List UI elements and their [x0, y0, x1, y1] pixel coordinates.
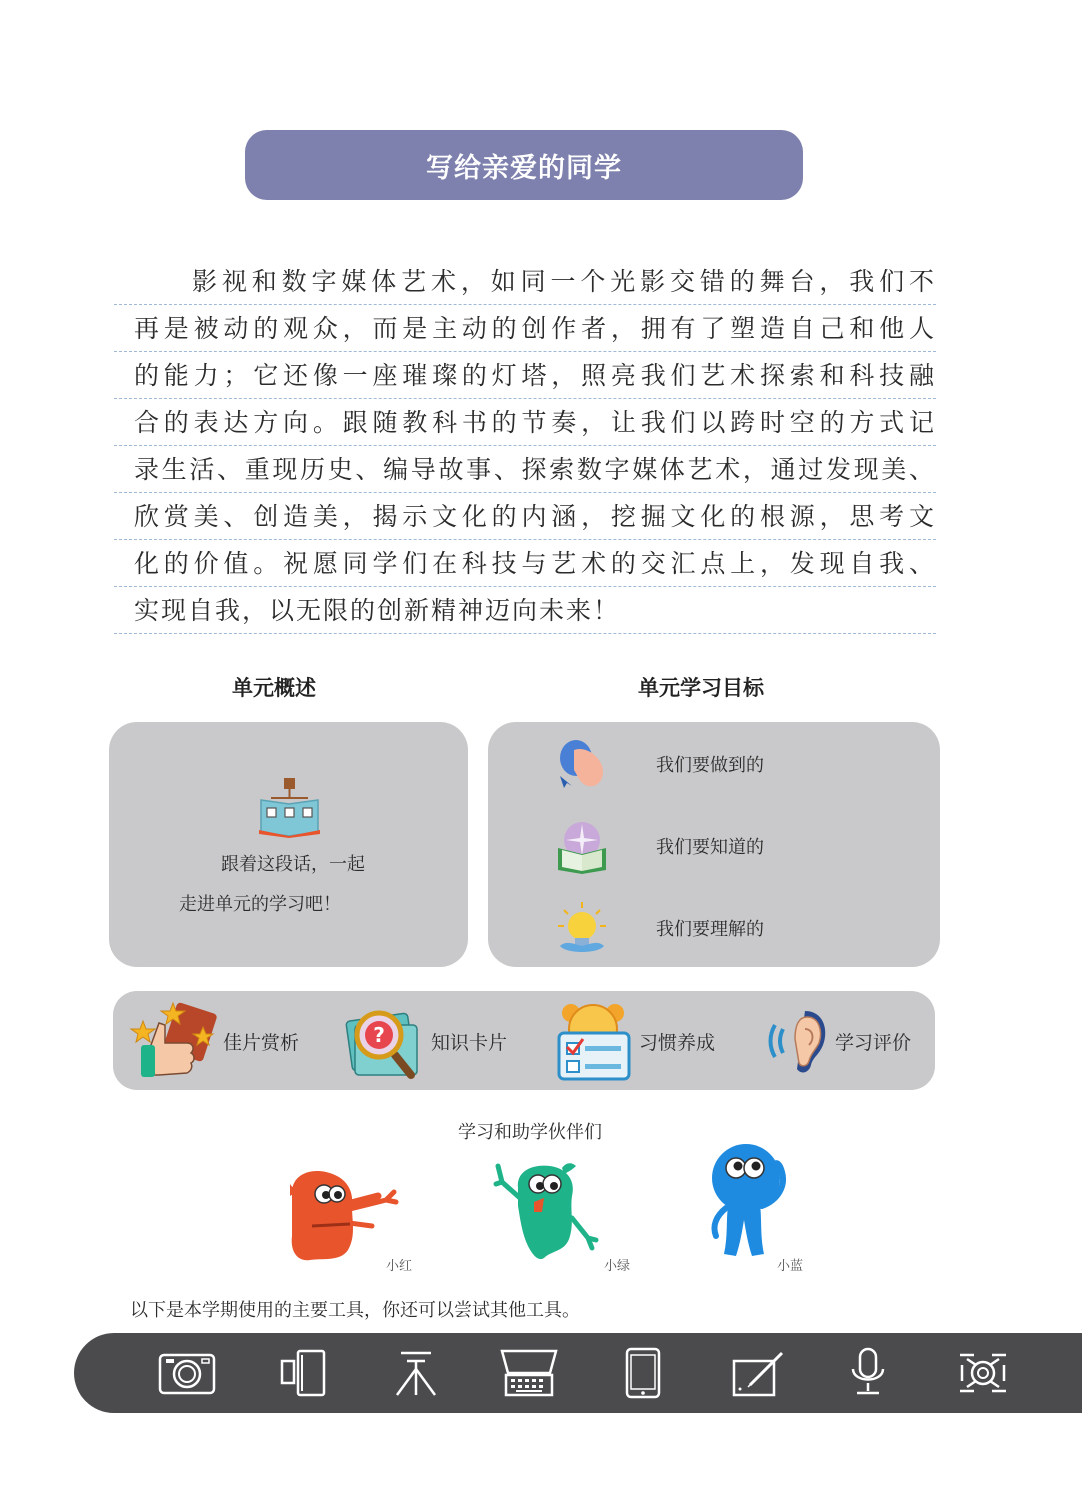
letter-text — [114, 258, 936, 634]
goals-panel — [488, 722, 940, 967]
character-label: 小绿 — [604, 1259, 631, 1274]
microphone-icon — [839, 1347, 897, 1399]
feature-label: 知识卡片 — [431, 1031, 508, 1054]
goal-label: 我们要做到的 — [656, 755, 764, 776]
xiaolan-character — [706, 1140, 794, 1264]
letter-line: 录生活、重现历史、编导故事、探索数字媒体艺术，通过发现美、 — [114, 446, 936, 493]
overview-text: 走进单元的学习吧！ — [179, 894, 341, 915]
feature-label: 佳片赏析 — [223, 1031, 300, 1054]
goal-label: 我们要理解的 — [656, 919, 764, 940]
alarm-checklist-icon — [555, 999, 635, 1083]
xiaohong-character — [282, 1166, 408, 1266]
smartphone-icon — [274, 1347, 332, 1399]
flowchart-book-icon — [257, 776, 323, 838]
letter-line: 再是被动的观众，而是主动的创作者，拥有了塑造自己和他人 — [114, 305, 936, 352]
feature-item — [343, 999, 507, 1083]
tools-bar — [74, 1333, 1082, 1413]
tripod-icon — [387, 1347, 445, 1399]
feature-item — [129, 999, 299, 1083]
letter-line: 影视和数字媒体艺术，如同一个光影交错的舞台，我们不 — [114, 258, 936, 305]
overview-text: 跟着这段话，一起 — [221, 854, 365, 875]
goal-item — [554, 818, 914, 874]
thumbs-up-stars-icon — [129, 999, 219, 1083]
character-label: 小蓝 — [777, 1259, 804, 1274]
feature-label: 学习评价 — [835, 1031, 912, 1054]
svg-text:?: ? — [373, 1023, 385, 1047]
features-bar — [113, 991, 935, 1090]
magnifier-question-icon — [343, 999, 427, 1083]
xiaolu-character — [492, 1158, 604, 1264]
tablet-icon — [614, 1347, 672, 1399]
character-label: 小红 — [386, 1259, 413, 1274]
drone-icon — [954, 1347, 1012, 1399]
letter-line: 的能力；它还像一座璀璨的灯塔，照亮我们艺术探索和科技融 — [114, 352, 936, 399]
open-book-icon — [554, 818, 610, 874]
overview-title: 单元概述 — [232, 676, 316, 700]
goal-item — [554, 736, 914, 792]
page-title-banner — [245, 130, 803, 200]
overview-panel — [109, 722, 468, 967]
partners-title: 学习和助学伙伴们 — [458, 1122, 602, 1143]
feature-item — [555, 999, 715, 1083]
goal-label: 我们要知道的 — [656, 837, 764, 858]
drawing-tablet-icon — [728, 1347, 786, 1399]
goals-title: 单元学习目标 — [638, 676, 764, 700]
feature-label: 习惯养成 — [639, 1031, 716, 1054]
hand-mouse-icon — [554, 736, 610, 792]
tools-intro: 以下是本学期使用的主要工具，你还可以尝试其他工具。 — [130, 1300, 580, 1321]
camera-icon — [158, 1347, 216, 1399]
goal-item — [554, 900, 914, 956]
ear-sound-icon — [765, 999, 831, 1083]
page-title: 写给亲爱的同学 — [426, 152, 622, 184]
letter-line: 实现自我，以无限的创新精神迈向未来！ — [114, 587, 936, 634]
letter-line: 化的价值。祝愿同学们在科技与艺术的交汇点上，发现自我、 — [114, 540, 936, 587]
letter-line: 合的表达方向。跟随教科书的节奏，让我们以跨时空的方式记 — [114, 399, 936, 446]
letter-line: 欣赏美、创造美，揭示文化的内涵，挖掘文化的根源，思考文 — [114, 493, 936, 540]
feature-item — [765, 999, 911, 1083]
lightbulb-icon — [554, 900, 610, 956]
laptop-icon — [500, 1347, 558, 1399]
